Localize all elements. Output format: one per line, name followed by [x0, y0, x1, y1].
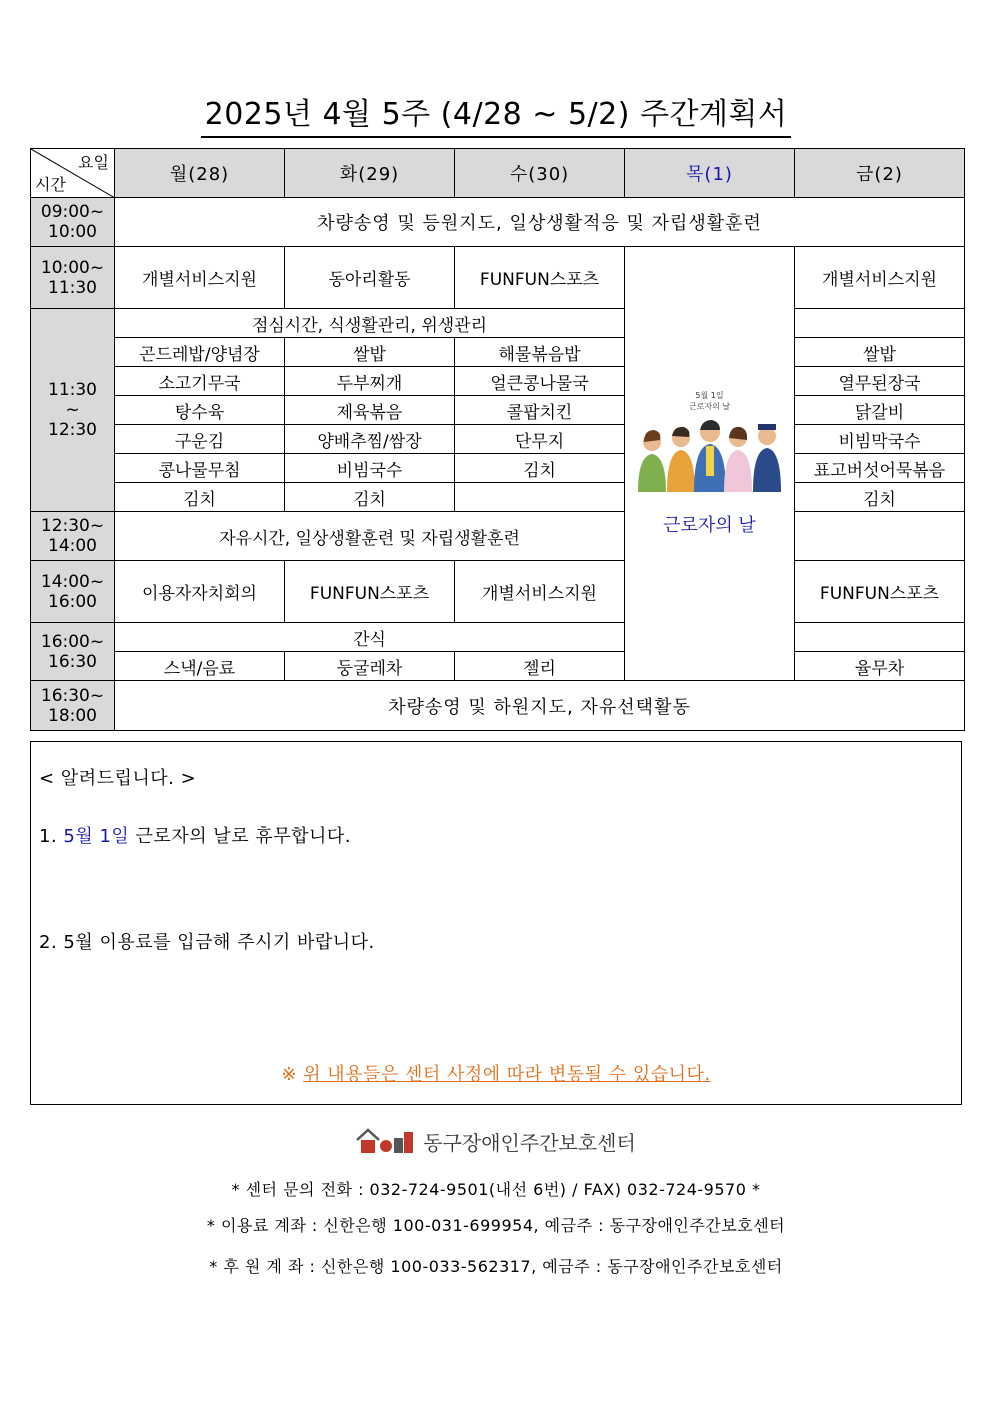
lunch-row-4	[31, 396, 965, 425]
holiday-label: 근로자의 날	[663, 515, 756, 536]
lunch-mon-4: 콩나물무침	[115, 454, 285, 483]
activity-wed: 개별서비스지원	[455, 561, 625, 623]
notice-box	[30, 741, 962, 1105]
corner-time-label: 시간	[35, 175, 66, 194]
row-1000	[31, 247, 965, 309]
time-cell	[31, 512, 115, 561]
lunch-wed-1: 얼큰콩나물국	[455, 367, 625, 396]
lunch-fri-3: 닭갈비	[795, 396, 965, 425]
lunch-row-7	[31, 483, 965, 512]
activity-wed: FUNFUN스포츠	[455, 247, 625, 309]
corner-day-label: 요일	[78, 153, 109, 172]
fee-account: * 이용료 계좌 : 신한은행 100-031-699954, 예금주 : 동구장애인주간보호센터	[206, 1216, 786, 1235]
lunch-row-6	[31, 454, 965, 483]
lunch-wed-4: 김치	[455, 454, 625, 483]
time-cell	[31, 198, 115, 247]
notice-item-1-date: 5월 1일	[63, 826, 130, 847]
lunch-row-5	[31, 425, 965, 454]
time-cell	[31, 561, 115, 623]
time-end: 14:00	[48, 536, 97, 556]
lunch-row-3	[31, 367, 965, 396]
activity-fri: 개별서비스지원	[795, 247, 965, 309]
row-1400	[31, 561, 965, 623]
lunch-fri-4: 비빔막국수	[795, 425, 965, 454]
time-tilde: ~	[65, 400, 80, 420]
lunch-mon-1: 소고기무국	[115, 367, 285, 396]
center-name: 동구장애인주간보호센터	[423, 1130, 636, 1155]
time-end: 16:00	[48, 591, 97, 612]
time-end: 12:30	[48, 420, 97, 440]
activity-morning-all: 차량송영 및 등원지도, 일상생활적응 및 자립생활훈련	[115, 198, 965, 247]
lunch-wed-3: 단무지	[455, 425, 625, 454]
time-start: 11:30	[48, 380, 97, 400]
time-end: 16:30	[48, 651, 97, 672]
header-row	[31, 149, 965, 198]
time-start: 09:00~	[40, 202, 105, 222]
lunch-fri-1: 쌀밥	[795, 338, 965, 367]
lunch-fri-6: 김치	[795, 483, 965, 512]
activity-mon: 이용자자치회의	[115, 561, 285, 623]
lunch-fri-5: 표고버섯어묵볶음	[795, 454, 965, 483]
row-0900	[31, 198, 965, 247]
lunch-wed-0: 해물볶음밥	[455, 338, 625, 367]
snack-row-2	[31, 652, 965, 681]
activity-fri: FUNFUN스포츠	[795, 561, 965, 623]
weekly-schedule-table	[30, 148, 965, 731]
day-header-fri: 금(2)	[795, 149, 965, 198]
workers-icon	[634, 412, 786, 492]
row-1230	[31, 512, 965, 561]
time-end: 11:30	[48, 277, 97, 298]
day-header-tue: 화(29)	[285, 149, 455, 198]
time-cell	[31, 681, 115, 731]
lunch-fri-0	[795, 309, 965, 338]
snack-title: 간식	[115, 623, 625, 652]
lunch-mon-3: 구운김	[115, 425, 285, 454]
snack-fri-empty	[795, 623, 965, 652]
notice-heading: < 알려드립니다. >	[39, 768, 197, 789]
contact-phone: * 센터 문의 전화 : 032-724-9501(내선 6번) / FAX) 032-724-9570 *	[231, 1180, 761, 1199]
page-title-wrap	[0, 96, 992, 138]
lunch-title: 점심시간, 식생활관리, 위생관리	[115, 309, 625, 338]
notice-item-2: 2. 5월 이용료를 입금해 주시기 바랍니다.	[39, 932, 375, 953]
lunch-wed-2: 콜팝치킨	[455, 396, 625, 425]
lunch-mon-5: 김치	[115, 483, 285, 512]
lunch-row-1	[31, 309, 965, 338]
time-start: 16:00~	[40, 631, 105, 652]
notice-item-1-text: 근로자의 날로 휴무합니다.	[129, 826, 351, 847]
warning-mark: ※	[281, 1064, 297, 1085]
lunch-tue-1: 두부찌개	[285, 367, 455, 396]
lunch-tue-4: 비빔국수	[285, 454, 455, 483]
holiday-cell-thu	[625, 247, 795, 681]
lunch-mon-0: 곤드레밥/양념장	[115, 338, 285, 367]
lunch-fri-2: 열무된장국	[795, 367, 965, 396]
lunch-tue-5: 김치	[285, 483, 455, 512]
day-header-wed: 수(30)	[455, 149, 625, 198]
donation-account: * 후 원 계 좌 : 신한은행 100-033-562317, 예금주 : 동구장애인주간보호센터	[209, 1257, 783, 1276]
lunch-tue-2: 제육볶음	[285, 396, 455, 425]
notice-item-1	[39, 822, 351, 848]
snack-row-1	[31, 623, 965, 652]
notice-item-1-num: 1.	[39, 826, 64, 847]
illus-title: 근로자의 날	[688, 402, 731, 411]
lunch-tue-3: 양배추찜/쌈장	[285, 425, 455, 454]
holiday-illustration	[634, 390, 786, 497]
center-logo	[0, 1126, 992, 1156]
lunch-wed-5	[455, 483, 625, 512]
warning-text: 위 내용들은 센터 사정에 따라 변동될 수 있습니다.	[303, 1064, 711, 1085]
lunch-mon-2: 탕수육	[115, 396, 285, 425]
day-header-thu: 목(1)	[625, 149, 795, 198]
snack-wed: 젤리	[455, 652, 625, 681]
time-cell	[31, 247, 115, 309]
page-title: 2025년 4월 5주 (4/28 ~ 5/2) 주간계획서	[201, 96, 792, 138]
time-start: 10:00~	[40, 257, 105, 278]
activity-fri-empty	[795, 512, 965, 561]
time-start: 12:30~	[40, 516, 105, 536]
day-header-mon: 월(28)	[115, 149, 285, 198]
time-end: 10:00	[48, 222, 97, 242]
notice-warning	[31, 1060, 961, 1086]
activity-tue: 동아리활동	[285, 247, 455, 309]
time-start: 16:30~	[40, 685, 105, 706]
activity-mon: 개별서비스지원	[115, 247, 285, 309]
corner-cell	[31, 149, 115, 198]
snack-fri: 율무차	[795, 652, 965, 681]
activity-free-time: 자유시간, 일상생활훈련 및 자립생활훈련	[115, 512, 625, 561]
activity-tue: FUNFUN스포츠	[285, 561, 455, 623]
illus-date: 5월 1일	[695, 391, 724, 400]
row-1630	[31, 681, 965, 731]
center-logo-icon	[356, 1126, 414, 1156]
snack-mon: 스낵/음료	[115, 652, 285, 681]
lunch-tue-0: 쌀밥	[285, 338, 455, 367]
lunch-row-2	[31, 338, 965, 367]
time-cell-snack	[31, 623, 115, 681]
time-end: 18:00	[48, 705, 97, 726]
time-start: 14:00~	[40, 571, 105, 592]
activity-evening-all: 차량송영 및 하원지도, 자유선택활동	[115, 681, 965, 731]
time-cell-lunch	[31, 309, 115, 512]
snack-tue: 둥굴레차	[285, 652, 455, 681]
